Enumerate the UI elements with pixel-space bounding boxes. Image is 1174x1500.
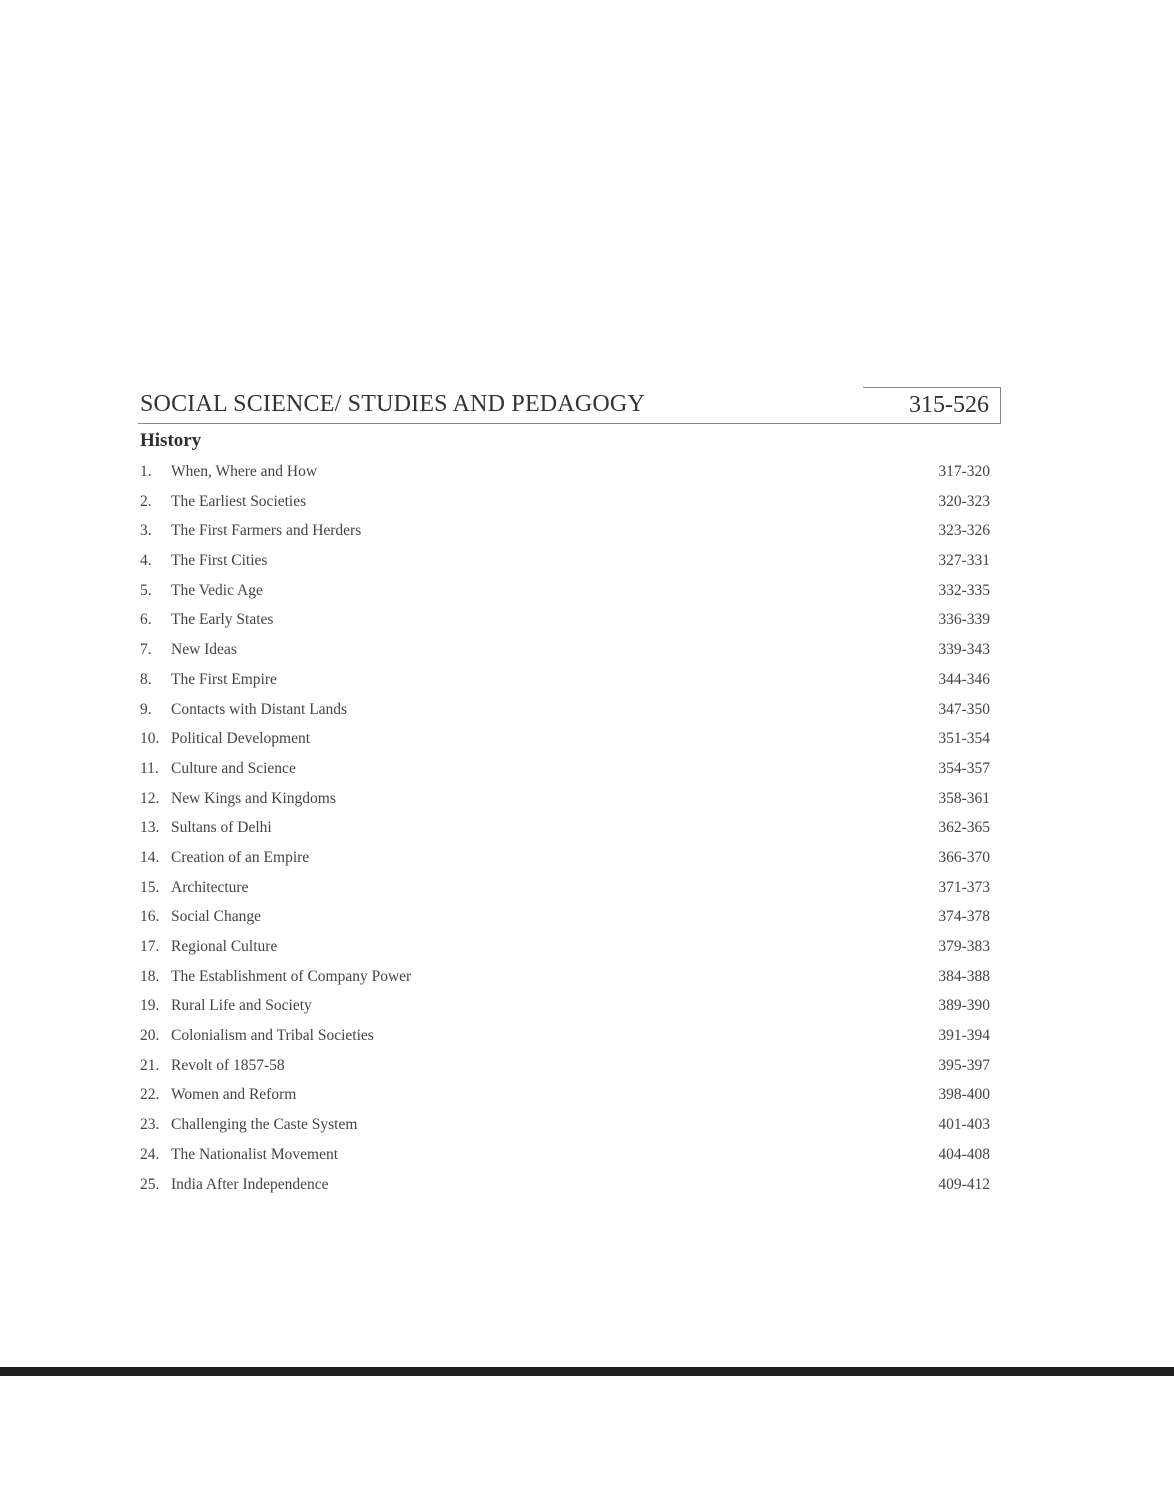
toc-entry-title[interactable]: Revolt of 1857-58 (171, 1056, 285, 1074)
toc-entry-title[interactable]: Creation of an Empire (171, 848, 310, 866)
toc-entry-pages: 362-365 (938, 819, 990, 837)
toc-entry[interactable] (140, 1053, 990, 1083)
toc-entry-number: 3. (140, 522, 152, 540)
toc-entry[interactable] (140, 459, 990, 489)
toc-entry[interactable] (140, 993, 990, 1023)
toc-entry[interactable] (140, 964, 990, 994)
toc-entry[interactable] (140, 934, 990, 964)
toc-entry[interactable] (140, 489, 990, 519)
toc-entry-title[interactable]: Contacts with Distant Lands (171, 700, 348, 718)
toc-entry-title[interactable]: Challenging the Caste System (171, 1116, 358, 1134)
toc-entry[interactable] (140, 667, 990, 697)
toc-entry-pages: 409-412 (938, 1175, 990, 1193)
toc-entry-title[interactable]: Regional Culture (171, 938, 278, 955)
toc-entry-number: 1. (140, 463, 152, 480)
toc-entry[interactable] (140, 1172, 990, 1202)
toc-entry[interactable] (140, 875, 990, 905)
toc-entry[interactable] (140, 756, 990, 786)
toc-entry-number: 6. (140, 611, 152, 629)
toc-entry-pages: 384-388 (938, 967, 990, 985)
toc-entry-pages: 323-326 (938, 522, 990, 540)
toc-entry-pages: 371-373 (938, 878, 990, 896)
toc-entry-title[interactable]: Rural Life and Society (171, 997, 312, 1015)
toc-entry-title[interactable]: New Ideas (171, 641, 237, 659)
toc-entry-title[interactable]: India After Independence (171, 1175, 329, 1193)
toc-entry[interactable] (140, 578, 990, 608)
toc-entry-number: 9. (140, 700, 152, 718)
toc-entry-pages: 401-403 (938, 1116, 990, 1134)
toc-entry-number: 8. (140, 670, 152, 688)
toc-entry-pages: 344-346 (938, 670, 990, 688)
toc-entry-number: 5. (140, 581, 152, 599)
toc-entry-title[interactable]: Social Change (171, 908, 261, 926)
toc-entry-number: 2. (140, 492, 152, 510)
toc-entry-number: 4. (140, 552, 152, 570)
toc-entry-title[interactable]: The Nationalist Movement (171, 1145, 339, 1163)
toc-entry[interactable] (140, 637, 990, 667)
toc-entry[interactable] (140, 1142, 990, 1172)
toc-entry-title[interactable]: The Earliest Societies (171, 492, 307, 510)
toc-entry-number: 15. (140, 878, 160, 896)
toc-entry[interactable] (140, 845, 990, 875)
toc-entry[interactable] (140, 1112, 990, 1142)
footer-bar (0, 1367, 1174, 1376)
page-range-box (863, 387, 1001, 424)
toc-entry-number: 20. (140, 1027, 160, 1045)
toc-entry[interactable] (140, 607, 990, 637)
toc-entry[interactable] (140, 548, 990, 578)
toc-entry-number: 10. (140, 730, 160, 748)
toc-entry-pages: 398-400 (938, 1086, 990, 1104)
toc-entry[interactable] (140, 786, 990, 816)
toc-entry-title[interactable]: Colonialism and Tribal Societies (171, 1027, 374, 1045)
toc-entry-title[interactable]: The Early States (171, 611, 274, 629)
toc-entry-pages: 332-335 (938, 581, 990, 599)
toc-entry-pages: 320-323 (938, 492, 990, 510)
toc-entry-number: 18. (140, 967, 160, 985)
toc-entry-number: 23. (140, 1116, 160, 1134)
toc-entry-pages: 391-394 (938, 1027, 990, 1045)
toc-entry-title[interactable]: When, Where and How (171, 463, 318, 480)
toc-entry-pages: 389-390 (938, 997, 990, 1015)
toc-entry-number: 11. (140, 759, 159, 777)
header-divider (138, 423, 1001, 424)
toc-entry-title[interactable]: Architecture (171, 878, 249, 896)
toc-entry-pages: 317-320 (938, 463, 990, 480)
toc-entry-number: 7. (140, 641, 152, 659)
toc-entry-pages: 395-397 (938, 1056, 990, 1074)
section-title: SOCIAL SCIENCE/ STUDIES AND PEDAGOGY (140, 391, 646, 417)
toc-entry-pages: 358-361 (938, 789, 990, 807)
toc-entry-title[interactable]: The First Farmers and Herders (171, 522, 362, 540)
toc-entry-number: 12. (140, 789, 160, 807)
toc-entry-number: 13. (140, 819, 160, 837)
toc-entry-title[interactable]: New Kings and Kingdoms (171, 789, 336, 807)
toc-entry-number: 24. (140, 1145, 160, 1163)
toc-entry[interactable] (140, 815, 990, 845)
section-page-range: 315-526 (909, 392, 989, 418)
toc-entry-pages: 351-354 (938, 730, 990, 748)
toc-entry-pages: 354-357 (938, 759, 990, 777)
toc-entry-pages: 404-408 (938, 1145, 990, 1163)
toc-entry-title[interactable]: The First Empire (171, 670, 277, 688)
toc-entry[interactable] (140, 518, 990, 548)
toc-entry-pages: 347-350 (938, 700, 990, 718)
toc-entry-number: 14. (140, 848, 160, 866)
toc-entry-pages: 327-331 (938, 552, 990, 570)
subsection-heading: History (140, 430, 202, 451)
toc-list (140, 459, 990, 1201)
toc-entry-title[interactable]: Culture and Science (171, 759, 296, 777)
toc-entry-number: 21. (140, 1056, 160, 1074)
toc-entry-pages: 339-343 (938, 641, 990, 659)
toc-entry[interactable] (140, 1023, 990, 1053)
toc-entry-number: 16. (140, 908, 160, 926)
toc-entry-pages: 336-339 (938, 611, 990, 629)
toc-entry-pages: 379-383 (938, 938, 990, 955)
toc-entry-number: 19. (140, 997, 160, 1015)
toc-entry-title[interactable]: Sultans of Delhi (171, 819, 272, 837)
toc-entry-pages: 374-378 (938, 908, 990, 926)
toc-entry-number: 17. (140, 938, 160, 955)
toc-entry-title[interactable]: The Vedic Age (171, 581, 263, 599)
toc-entry[interactable] (140, 904, 990, 934)
toc-entry-title[interactable]: The First Cities (171, 552, 268, 570)
toc-entry[interactable] (140, 697, 990, 727)
toc-entry-title[interactable]: The Establishment of Company Power (171, 967, 412, 985)
toc-entry-pages: 366-370 (938, 848, 990, 866)
toc-entry-number: 25. (140, 1175, 160, 1193)
toc-entry[interactable] (140, 726, 990, 756)
toc-entry-title[interactable]: Political Development (171, 730, 311, 748)
toc-entry-number: 22. (140, 1086, 160, 1104)
toc-entry[interactable] (140, 1082, 990, 1112)
section-header (138, 387, 1001, 424)
toc-entry-title[interactable]: Women and Reform (171, 1086, 297, 1104)
